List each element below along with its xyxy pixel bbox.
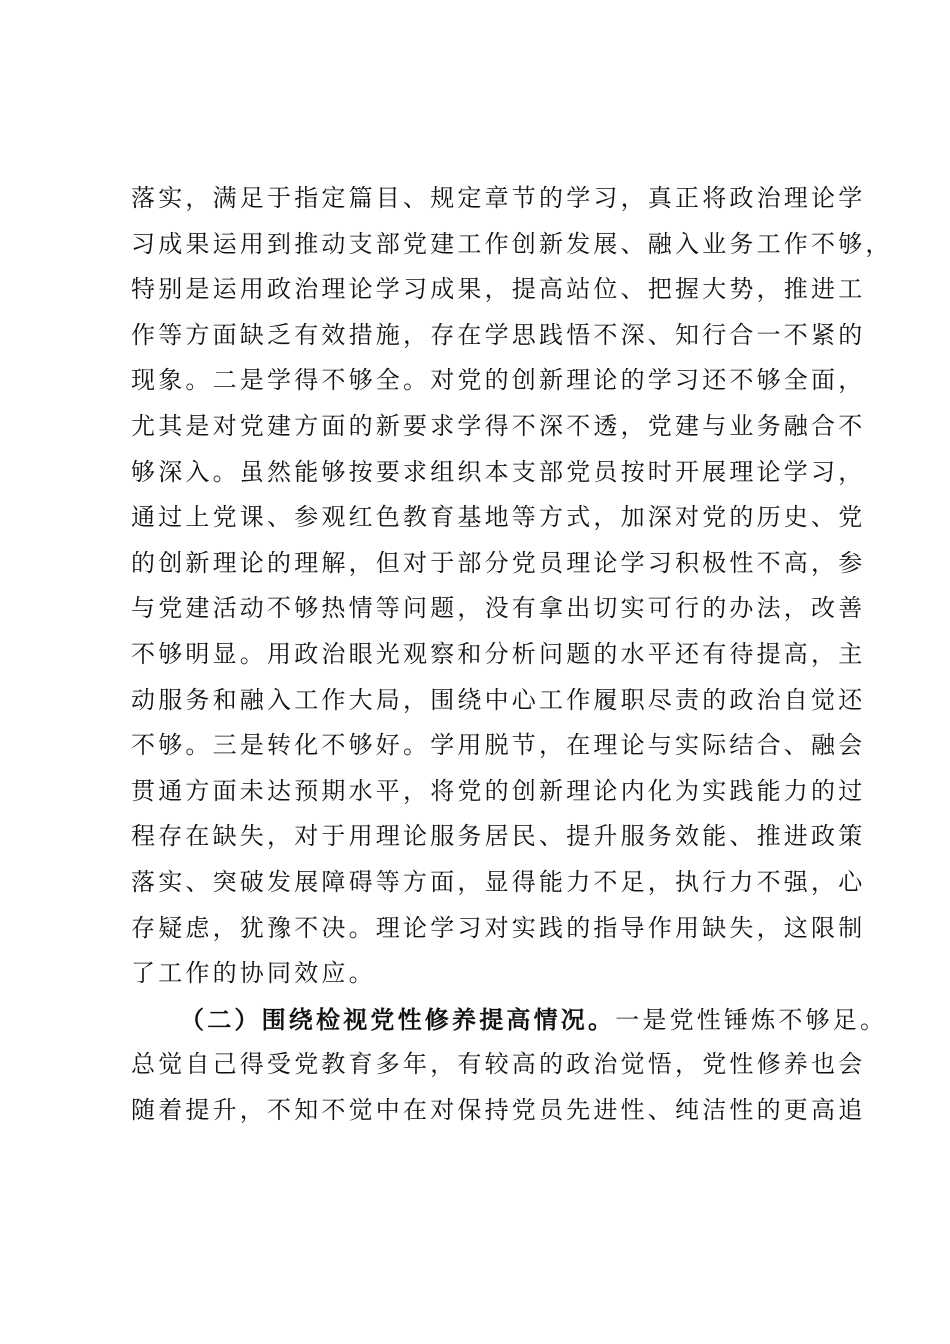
section-two-lead-text: 一是党性锤炼不够足。 xyxy=(615,1005,888,1034)
text-line: 特别是运用政治理论学习成果，提高站位、把握大势，推进工 xyxy=(131,275,866,304)
text-line: 贯通方面未达预期水平，将党的创新理论内化为实践能力的过 xyxy=(131,776,866,805)
text-line: 落实、突破发展障碍等方面，显得能力不足，执行力不强，心 xyxy=(131,867,866,896)
text-line: 了工作的协同效应。 xyxy=(131,959,376,988)
text-line: 随着提升，不知不觉中在对保持党员先进性、纯洁性的更高追 xyxy=(131,1095,866,1124)
text-line: 的创新理论的理解，但对于部分党员理论学习积极性不高，参 xyxy=(131,548,866,577)
text-line: 总觉自己得受党教育多年，有较高的政治觉悟，党性修养也会 xyxy=(131,1050,866,1079)
text-line: 存疑虑，犹豫不决。理论学习对实践的指导作用缺失，这限制 xyxy=(131,913,866,942)
text-line: 不够。三是转化不够好。学用脱节，在理论与实际结合、融会 xyxy=(131,731,866,760)
text-line: 尤其是对党建方面的新要求学得不深不透，党建与业务融合不 xyxy=(131,411,866,440)
text-line: 现象。二是学得不够全。对党的创新理论的学习还不够全面， xyxy=(131,366,866,395)
text-line: 习成果运用到推动支部党建工作创新发展、融入业务工作不够， xyxy=(131,229,893,258)
text-line: 通过上党课、参观红色教育基地等方式，加深对党的历史、党 xyxy=(131,503,866,532)
text-line: 不够明显。用政治眼光观察和分析问题的水平还有待提高，主 xyxy=(131,639,866,668)
text-line: 作等方面缺乏有效措施，存在学思践悟不深、知行合一不紧的 xyxy=(131,320,866,349)
text-line: 与党建活动不够热情等问题，没有拿出切实可行的办法，改善 xyxy=(131,594,866,623)
text-line: 动服务和融入工作大局，围绕中心工作履职尽责的政治自觉还 xyxy=(131,685,866,714)
section-two-first-line xyxy=(131,997,888,1043)
text-line: 落实，满足于指定篇目、规定章节的学习，真正将政治理论学 xyxy=(131,184,866,212)
body-text xyxy=(131,176,893,1133)
text-line: 够深入。虽然能够按要求组织本支部党员按时开展理论学习， xyxy=(131,457,866,486)
section-two-heading: （二）围绕检视党性修养提高情况。 xyxy=(180,1004,616,1034)
text-line: 程存在缺失，对于用理论服务居民、提升服务效能、推进政策 xyxy=(131,822,866,851)
